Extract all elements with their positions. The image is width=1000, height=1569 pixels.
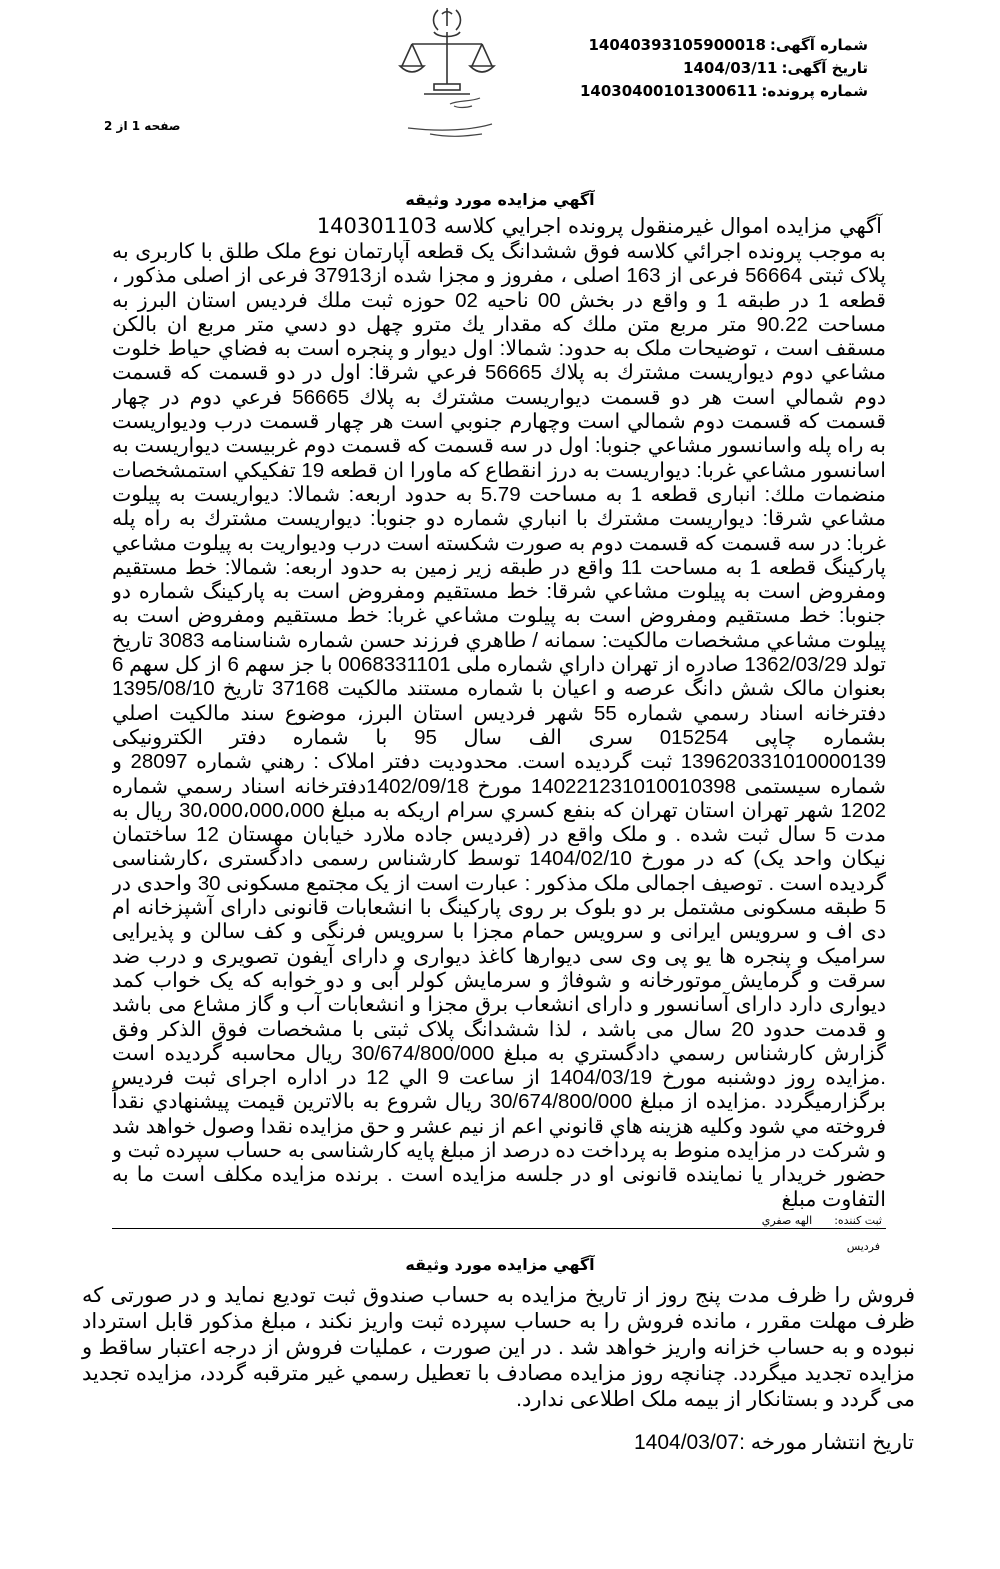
page-number: صفحه 1 از 2	[104, 119, 181, 133]
publish-date-label: تاريخ انتشار مورخه :	[739, 1431, 914, 1454]
notice-number: 14040393105900018	[588, 36, 766, 54]
justice-scales-emblem-icon	[372, 2, 522, 152]
notice-date-row	[548, 57, 868, 80]
notice-body-continued: فروش را ظرف مدت پنج روز از تاريخ مزايده به حساب صندوق ثبت توديع نمايد و در صورتی كه ظرف مهلت مقرر ، مانده فروش را به حساب سپرده ثبت واريز نكند ، مبلغ مذكور قابل استرداد نبوده و به حساب خزانه واريز خواهد شد . در اين صورت ، عمليات فروش از درجه اعتبار ساقط و مزايده تجديد ميگردد. چنانچه روز مزايده مصادف با تعطيل رسمي غير مترقبه گردد، مزايده تجديد می گردد و بستانكار از بيمه ملک اطلاعی ندارد.	[82, 1284, 915, 1411]
notice-title: آگهي مزايده مورد وثيقه	[405, 190, 595, 209]
case-number-label: شماره پرونده:	[761, 82, 868, 100]
notice-title-continued: آگهي مزايده مورد وثيقه	[405, 1255, 595, 1274]
case-number-row	[548, 80, 868, 103]
publish-date	[634, 1430, 914, 1455]
notice-number-label: شماره آگهی:	[769, 36, 868, 54]
publish-date-value: 1404/03/07	[634, 1431, 740, 1454]
registrar	[762, 1214, 882, 1227]
case-number: 14030400101300611	[579, 82, 758, 100]
notice-date-label: تاریخ آگهی:	[781, 59, 868, 77]
judiciary-logo	[372, 2, 522, 152]
divider-line	[112, 1228, 886, 1229]
registrar-name: الهه صفري	[761, 1214, 813, 1227]
notice-number-row	[548, 34, 868, 57]
notice-date: 1404/03/11	[683, 59, 778, 77]
registrar-label: ثبت كننده:	[834, 1214, 882, 1227]
notice-meta	[548, 34, 868, 103]
notice-subtitle: آگهي مزايده اموال غيرمنقول پرونده اجرايي كلاسه 140301103	[316, 214, 882, 238]
registrar-city: فرديس	[846, 1240, 880, 1253]
notice-body: به موجب پرونده اجرائي كلاسه فوق ششدانگ يک قطعه آپارتمان نوع ملک طلق با كاربری به پلاک ثبتی 56664 فرعی از 163 اصلی ، مفروز و مجزا شده از37913 فرعی از اصلی مذکور ، قطعه 1 در طبقه 1 و واقع در بخش 00 ناحيه 02 حوزه ثبت ملك فرديس استان البرز به مساحت 90.22 متر مربع متن ملك كه مقدار يك مترو چهل دو دسي متر مربع ان بالكن مسقف است ، توضيحات ملک به حدود: شمالا: اول ديوار و پنجره است به فضاي حياط خلوت مشاعي دوم ديواريست مشترك به پلاك 56665 فرعي شرقا: اول در دو قسمت كه قسمت دوم شمالي است هر دو قسمت ديواريست مشترك به پلاك 56665 فرعي دوم در چهار قسمت كه قسمت دوم شمالي است وچهارم جنوبي است هر چهار قسمت درب وديواريست به راه پله واسانسور مشاعي جنوبا: اول در سه قسمت كه قسمت دوم غربيست ديواريست به اسانسور مشاعي غربا: ديواريست به درز انقطاع كه ماورا ان قطعه 19 تفكيكي استمشخصات منضمات ملك: انباری قطعه 1 به مساحت 5.79 به حدود اربعه: شمالا: ديواريست به پيلوت مشاعي شرقا: ديواريست مشترك با انباري شماره دو جنوبا: ديواريست مشترك به راه پله غربا: در سه قسمت كه قسمت دوم به صورت شكسته است درب وديواريت به پيلوت مشاعي پاركينگ قطعه 1 به مساحت 11 واقع در طبقه زير زمين به حدود اربعه: شمالا: خط مستقيم ومفروض است به پيلوت مشاعي شرقا: خط مستقيم ومفروض است به پاركينگ شماره دو جنوبا: خط مستقيم ومفروض است به پيلوت مشاعي غربا: خط مستقيم ومفروض است به پيلوت مشاعي مشخصات مالكيت: سمانه / طاهري فرزند حسن شماره شناسنامه 3083 تاريخ تولد 1362/03/29 صادره از تهران داراي شماره ملی 0068331101 با جز سهم 6 از كل سهم 6 بعنوان مالک شش دانگ عرصه و اعيان با شماره مستند مالكيت 37168 تاريخ 1395/08/10 دفترخانه اسناد رسمي شماره 55 شهر فرديس استان البرز، موضوع سند مالكيت اصلي بشماره چاپی 015254 سری الف سال 95 با شماره دفتر الكترونيكی 139620331010000139 ثبت گرديده است. محدوديت دفتر املاک : رهني شماره 28097 و شماره سيستمی 140221231010010398 مورخ 1402/09/18دفترخانه اسناد رسمي شماره 1202 شهر تهران استان تهران كه بنفع كسري سرام اريكه به مبلغ 30،000،000،000 ريال به مدت 5 سال ثبت شده . و ملک واقع در (فرديس جاده ملارد خيابان مهستان 12 ساختمان نيكان واحد يک) كه در مورخ 1404/02/10 توسط كارشناس رسمی دادگستری ،كارشناسی گرديده است . توصيف اجمالی ملک مذكور : عبارت است از يک مجتمع مسكونی 30 واحدی در 5 طبقه مسكونی مشتمل بر دو بلوک بر روی پاركينگ با انشعابات قانونی دارای آشپزخانه ام دی اف و سرويس ايرانی و سرويس حمام مجزا با سرويس فرنگی و كف سالن و پذيرايی سراميک و پنجره ها يو پی وی سی ديوارها كاغذ ديواری و دارای آيفون تصويری و درب ضد سرقت و گرمايش موتورخانه و شوفاژ و سرمايش كولر آبی و دو خوابه كه يک خواب كمد ديواری دارد دارای آسانسور و دارای انشعاب برق مجزا و انشعابات آب و گاز مشاع می باشد و قدمت حدود 20 سال می باشد ، لذا ششدانگ پلاک ثبتی با مشخصات فوق الذكر وفق گزارش كارشناس رسمي دادگستري به مبلغ 30/674/800/000 ريال محاسبه گرديده است .مزايده روز دوشنبه مورخ 1404/03/19 از ساعت 9 الي 12 در اداره اجرای ثبت فرديس برگزارميگردد .مزايده از مبلغ 30/674/800/000 ريال شروع به بالاترين قيمت پيشنهادي نقداً فروخته مي شود وكليه هزينه هاي قانوني اعم از نيم عشر و حق مزايده نقدا وصول خواهد شد و شركت در مزايده منوط به پرداخت ده درصد از مبلغ پايه كارشناسی به حساب سپرده ثبت و حضور خريدار يا نماينده قانونی او در جلسه مزايده است . برنده مزايده مكلف است ما به التفاوت مبلغ	[112, 240, 886, 1210]
